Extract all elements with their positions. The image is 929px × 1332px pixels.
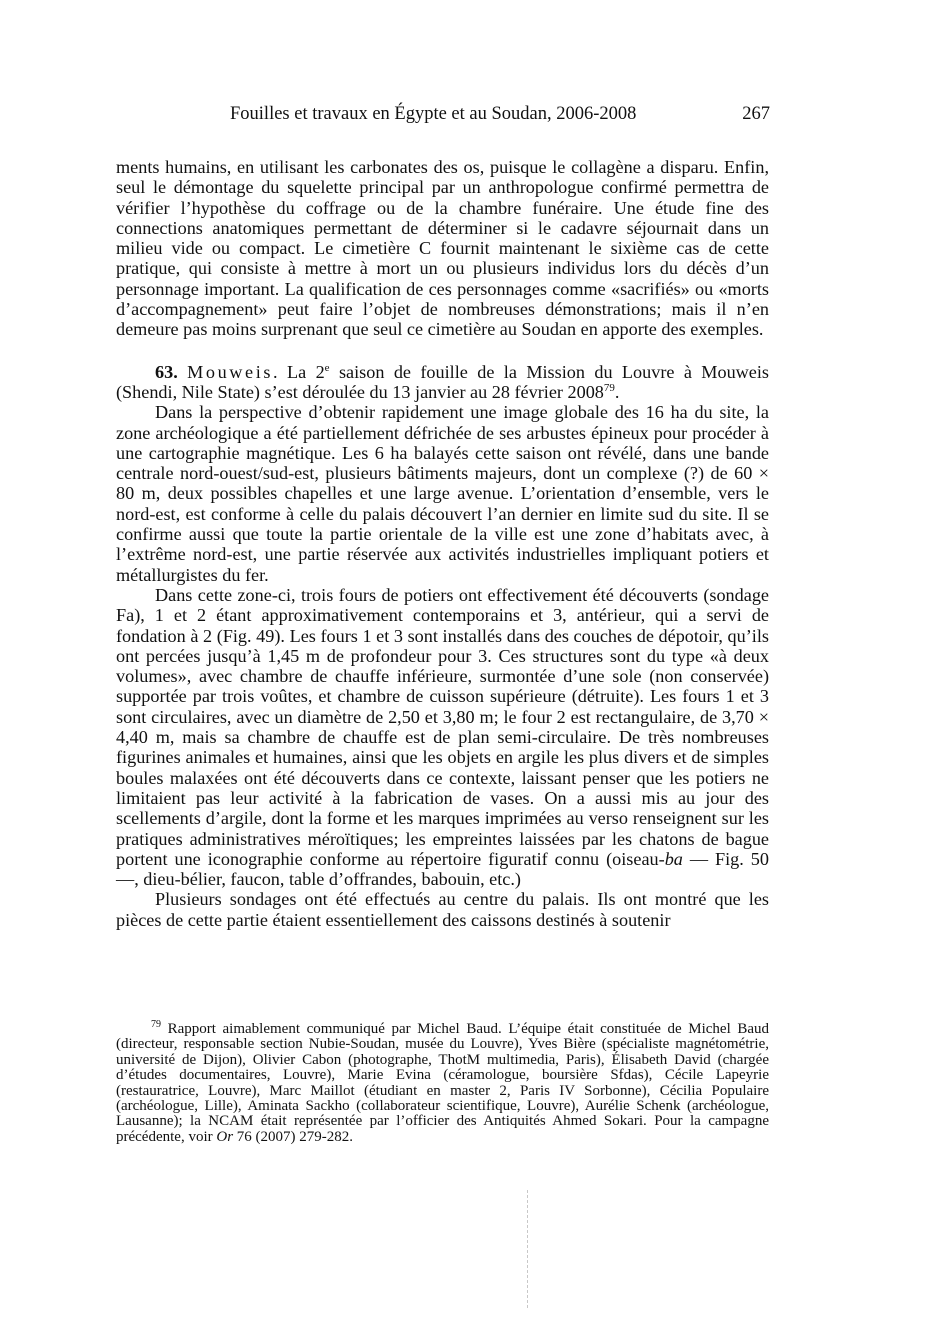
section-number: 63. xyxy=(155,361,178,382)
section-text-a: . La 2 xyxy=(273,361,325,382)
section-site-name: Mouweis xyxy=(187,361,274,382)
scan-artifact-line xyxy=(527,1190,528,1308)
section-text-b: saison de fouille de la Mission du Louvre à Mouweis (Shendi, Nile State) s’est déroulée du 13 janvier au 28 février 2008 xyxy=(116,361,770,402)
paragraph-5: Plusieurs sondages ont été effectués au centre du palais. Ils ont montré que les pièces de cette partie étaient essentiellement des caissons destinés à soutenir xyxy=(116,889,769,930)
paragraph-4-text-b: — Fig. 50 —, dieu-bélier, faucon, table d’offrandes, babouin, etc.) xyxy=(116,848,769,890)
page-number: 267 xyxy=(742,104,770,124)
paragraph-4 xyxy=(116,585,769,889)
footnote-text-a: Rapport aimablement communiqué par Michel Baud. L’équipe était constituée de Michel Baud (directeur, responsable section Nubie-Soudan, musée du Louvre), Yves Bière (spécialiste magnétométrie, université de Dijon), Olivier Cabon (photographe, ThotM multimedia, Paris), Élisabeth David (chargée d’études documentaires, Louvre), Marie Evina (céramologue, boursière Sfdas), Cécile Lapeyrie (restauratrice, Louvre), Marc Maillot (étudiant en master 2, Paris IV Sorbonne), Cécilia Populaire (archéologue, Lille), Aminata Sackho (collaborateur scientifique, Louvre), Aurélie Schenk (archéologue, Lausanne); la NCAM était représentée par l’officier des Antiquités Ahmed Sokari. Pour la campagne précédente, voir xyxy=(116,1021,769,1145)
footnote-mark: 79 xyxy=(151,1019,161,1030)
italic-term: ba xyxy=(664,848,683,869)
footnote-text-b: 76 (2007) 279-282. xyxy=(233,1128,354,1145)
paragraph-3: Dans la perspective d’obtenir rapidement une image globale des 16 ha du site, la zone archéologique a été partiellement défrichée de ses arbustes épineux pour procéder à une cartographie magnétique. Les 6 ha balayés cette saison ont révélé, dans une bande centrale nord-ouest/sud-est, plusieurs bâtiments majeurs, dont un complexe (?) de 60 × 80 m, deux possibles chapelles et une large avenue. L’orientation d’ensemble, vers le nord-est, est conforme à celle du palais découvert l’an dernier en limite sud du site. Il se confirme aussi que toute la partie orientale de la ville est une zone d’habitats avec, à l’extrême nord-est, une partie réservée aux activités industrielles impliquant potiers et métallurgistes du fer. xyxy=(116,402,769,585)
section-text-c: . xyxy=(614,381,620,402)
paragraph-4-text-a: Dans cette zone-ci, trois fours de potiers ont effectivement été découverts (sondage Fa), 1 et 2 étant approximativement contemporains et 3, antérieur, qui a servi de fondation à 2 (Fig. 49). Les fours 1 et 3 sont installés dans des couches de dépotoir, qu’ils ont percées jusqu’à 1,45 m de profondeur pour 3. Ces structures sont du type «à deux volumes», avec chambre de chauffe inférieure, surmontée d’une sole (non conservée) supportée par trois voûtes, et chambre de cuisson supérieure (détruite). Les fours 1 et 3 sont circulaires, avec un diamètre de 2,50 et 3,80 m; le four 2 est rectangulaire, de 3,70 × 4,40 m, mais sa chambre de chauffe est de plan semi-circulaire. De très nombreuses figurines animales et humaines, ainsi que les objets en argile les plus divers et de simples boules malaxées ont été découverts dans ce contexte, laissant penser que les potiers ne limitaient pas leur activité à la fabrication de vases. On a aussi mis au jour des scellements d’argile, dont la forme et les marques imprimées au verso renseignent sur les pratiques administratives méroïtiques; les empreintes laissées par les chatons de bague portent une iconographie conforme au répertoire figuratif connu (oiseau- xyxy=(116,584,769,869)
ordinal-superscript: e xyxy=(324,361,330,374)
running-header xyxy=(230,104,770,130)
footnote-reference: 79 xyxy=(603,381,615,394)
main-text xyxy=(116,157,769,930)
section-63-heading-paragraph xyxy=(116,362,769,403)
footnote-79 xyxy=(116,1019,769,1145)
footnote-journal: Or xyxy=(216,1128,234,1145)
paragraph-1: ments humains, en utilisant les carbonates des os, puisque le collagène a disparu. Enfin, seul le démontage du squelette principal par un anthropologue confirmé permettra de vérifier l’hypothèse du coffrage ou de la chambre funéraire. Une étude fine des connections anatomiques permettant de déterminer si le cadavre séjournait dans un milieu vide ou compact. Le cimetière C fournit maintenant le sixième cas de cette pratique, qui consiste à mettre à mort un ou plusieurs individus lors du décès d’un personnage important. La qualification de ces personnages comme «sacrifiés» ou «morts d’accompagnement» peut faire l’objet de nombreuses démonstrations; mais il n’en demeure pas moins surprenant que seul ce cimetière au Soudan en apporte des exemples. xyxy=(116,157,769,340)
running-title: Fouilles et travaux en Égypte et au Soudan, 2006-2008 xyxy=(230,104,637,124)
